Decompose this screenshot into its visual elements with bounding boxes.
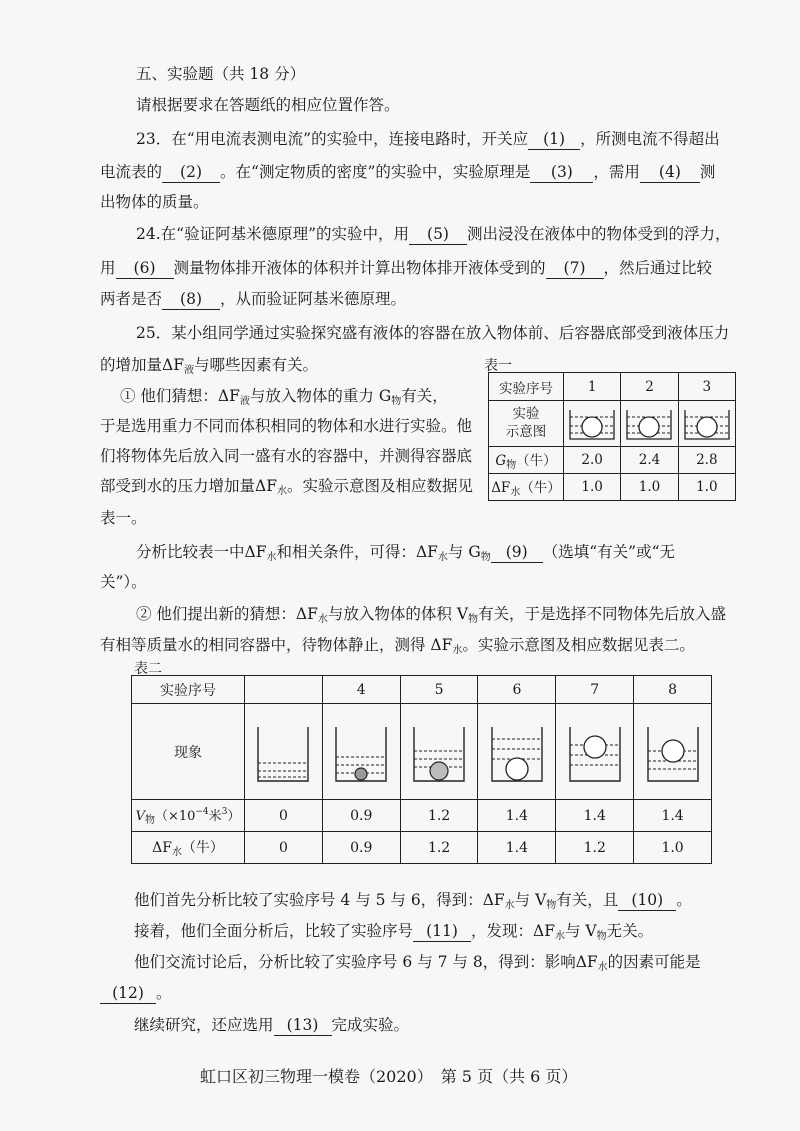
table1-seq-cell: 3 xyxy=(678,373,735,401)
table2-figure-cell xyxy=(245,704,323,800)
table2-seq-cell: 8 xyxy=(634,676,712,704)
beaker-large-ball-floating xyxy=(642,719,704,785)
table2-header-seq: 实验序号 xyxy=(132,676,245,704)
q25-conclusion-1: 他们首先分析比较了实验序号 4 与 5 与 6，得到：$\Delta F_水$与 $V_物$有关，且 (10) 。 xyxy=(134,891,692,911)
table1-G-cell: 2.4 xyxy=(621,447,678,474)
table1-header-dF: $\Delta F_水$（牛） xyxy=(489,474,564,501)
q25-conclusion-2: 接着，他们全面分析后，比较了实验序号 (11) ，发现：$\Delta F_水$与 $V_物$无关。 xyxy=(134,922,654,942)
table1-caption: 表一 xyxy=(484,358,512,374)
q25-analysis-2: 关”）。 xyxy=(100,573,147,591)
q25-guess1-3: 们将物体先后放入同一盛有水的容器中，并测得容器底 xyxy=(100,447,473,465)
table1-seq-cell: 2 xyxy=(621,373,678,401)
table2 xyxy=(131,675,712,864)
q25-guess1-4: 部受到水的压力增加量$\Delta F_水$。实验示意图及相应数据见 xyxy=(100,477,473,497)
answer-blank-10: (10) xyxy=(618,892,676,911)
table1-figure-cell xyxy=(678,401,735,447)
table1-seq-cell: 1 xyxy=(564,373,621,401)
beaker-small-ball xyxy=(330,719,392,785)
table1-dF-cell: 1.0 xyxy=(564,474,621,501)
table2-dF-cell: 0.9 xyxy=(322,832,400,864)
table2-seq-cell: 7 xyxy=(556,676,634,704)
table2-figure-cell xyxy=(400,704,478,800)
beaker-diagram-3 xyxy=(681,406,733,442)
q25-intro-2: 的增加量$\Delta F_液$与哪些因素有关。 xyxy=(100,356,318,376)
beaker-large-ball-suspended xyxy=(564,719,626,785)
answer-blank-3: (3) xyxy=(530,164,593,183)
q25-analysis-1: 分析比较表一中$\Delta F_水$和相关条件，可得：$\Delta F_水$与 $G_物$ (9) （选填“有关”或“无 xyxy=(136,543,675,563)
table2-V-cell: 0 xyxy=(245,800,323,832)
table2-seq-cell: 5 xyxy=(400,676,478,704)
table2-dF-cell: 1.0 xyxy=(634,832,712,864)
beaker-large-ball-sunk xyxy=(486,719,548,785)
table2-dF-cell: 1.2 xyxy=(400,832,478,864)
q25-guess2-2: 有相等质量水的相同容器中，待物体静止，测得 $\Delta F_水$。实验示意图及相应数据见表二。 xyxy=(100,636,695,656)
q24-line-1: 24.在“验证阿基米德原理”的实验中，用 (5) 测出浸没在液体中的物体受到的浮力， xyxy=(136,225,731,243)
q23-line-1: 23．在“用电流表测电流”的实验中，连接电路时，开关应 (1) ，所测电流不得超出 xyxy=(136,130,720,148)
table2-header-phenomenon: 现象 xyxy=(132,704,245,800)
table1-header-seq: 实验序号 xyxy=(489,373,564,401)
answer-blank-5: (5) xyxy=(409,226,467,245)
table2-figure-cell xyxy=(478,704,556,800)
table2-dF-cell: 0 xyxy=(245,832,323,864)
section-instruction: 请根据要求在答题纸的相应位置作答。 xyxy=(136,96,400,114)
q23-line-2: 电流表的 (2) 。在“测定物质的密度”的实验中，实验原理是 (3) ，需用 (4) 测 xyxy=(100,163,716,181)
q25-conclusion-3: 他们交流讨论后，分析比较了实验序号 6 与 7 与 8，得到：影响$\Delta F_水$的因素可能是 xyxy=(134,953,701,973)
answer-blank-8: (8) xyxy=(162,291,220,310)
q25-conclusion-5: 继续研究，还应选用 (13) 完成实验。 xyxy=(134,1016,410,1034)
table2-V-cell: 1.2 xyxy=(400,800,478,832)
answer-blank-13: (13) xyxy=(274,1017,332,1036)
table2-header-dF: $\Delta F_水$（牛） xyxy=(132,832,245,864)
table2-figure-cell xyxy=(634,704,712,800)
table1-figure-cell xyxy=(621,401,678,447)
table2-dF-cell: 1.4 xyxy=(478,832,556,864)
table1-header-figure: 实验 示意图 xyxy=(489,401,564,447)
table2-header-V: $V_物(\times 10^{-4}$米$^3$） xyxy=(132,800,245,832)
answer-blank-6: (6) xyxy=(116,260,174,279)
table2-V-cell: 1.4 xyxy=(556,800,634,832)
answer-blank-7: (7) xyxy=(546,260,604,279)
table2-V-cell: 0.9 xyxy=(322,800,400,832)
q25-guess2-1: ② 他们提出新的猜想：$\Delta F_水$与放入物体的体积 $V_物$有关，于是选择不同物体先后放入盛 xyxy=(136,605,727,625)
q25-conclusion-4: (12) 。 xyxy=(100,981,172,1004)
answer-blank-1: (1) xyxy=(528,131,580,150)
table1-header-G: $G_物$（牛） xyxy=(489,447,564,474)
table2-seq-cell xyxy=(245,676,323,704)
beaker-diagram-1 xyxy=(566,406,618,442)
table1-dF-cell: 1.0 xyxy=(678,474,735,501)
q25-guess1-5: 表一。 xyxy=(100,509,147,527)
beaker-medium-ball xyxy=(408,719,470,785)
answer-blank-9: (9) xyxy=(491,544,543,563)
page-footer: 虹口区初三物理一模卷（2020） 第 5 页（共 6 页） xyxy=(200,1067,578,1086)
answer-blank-4: (4) xyxy=(640,164,700,183)
answer-blank-12: (12) xyxy=(100,985,156,1004)
table2-seq-cell: 4 xyxy=(322,676,400,704)
table1-G-cell: 2.8 xyxy=(678,447,735,474)
table2-dF-cell: 1.2 xyxy=(556,832,634,864)
table2-V-cell: 1.4 xyxy=(634,800,712,832)
q24-line-3: 两者是否 (8) ，从而验证阿基米德原理。 xyxy=(100,290,407,308)
q25-guess1-1: ① 他们猜想：$\Delta F_液$与放入物体的重力 $G_物$有关， xyxy=(120,387,448,407)
table1-figure-cell xyxy=(564,401,621,447)
q25-guess1-2: 于是选用重力不同而体积相同的物体和水进行实验。他 xyxy=(100,417,473,435)
answer-blank-2: (2) xyxy=(162,164,220,183)
table1-dF-cell: 1.0 xyxy=(621,474,678,501)
table2-V-cell: 1.4 xyxy=(478,800,556,832)
q24-line-2: 用 (6) 测量物体排开液体的体积并计算出物体排开液体受到的 (7) ，然后通过比较 xyxy=(100,259,713,277)
table2-figure-cell xyxy=(322,704,400,800)
answer-blank-11: (11) xyxy=(413,923,471,942)
beaker-diagram-2 xyxy=(623,406,675,442)
table1 xyxy=(488,372,736,501)
section-heading: 五、实验题（共 18 分） xyxy=(136,65,306,83)
q23-line-3: 出物体的质量。 xyxy=(100,193,209,211)
q25-intro-1: 25．某小组同学通过实验探究盛有液体的容器在放入物体前、后容器底部受到液体压力 xyxy=(136,324,730,342)
table2-caption: 表二 xyxy=(134,661,162,677)
table2-seq-cell: 6 xyxy=(478,676,556,704)
table1-G-cell: 2.0 xyxy=(564,447,621,474)
beaker-empty xyxy=(252,719,314,785)
table2-figure-cell xyxy=(556,704,634,800)
